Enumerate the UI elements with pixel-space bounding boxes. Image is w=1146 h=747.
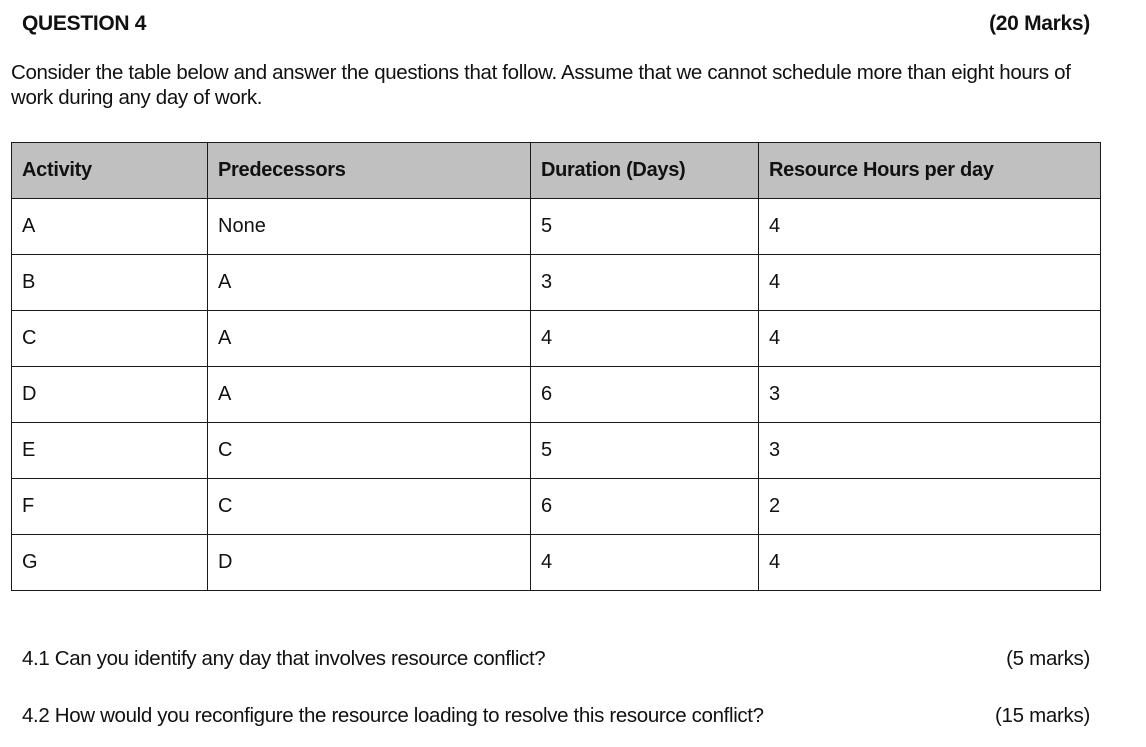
- cell-duration: 6: [531, 367, 759, 423]
- cell-resource-hours: 3: [759, 367, 1101, 423]
- subquestion-4-2: 4.2 How would you reconfigure the resource loading to resolve this resource conflict?: [22, 704, 764, 727]
- header-activity: Activity: [12, 143, 208, 199]
- cell-duration: 4: [531, 535, 759, 591]
- cell-activity: G: [12, 535, 208, 591]
- header-predecessors: Predecessors: [208, 143, 531, 199]
- table-row: [12, 311, 1101, 367]
- cell-predecessors: C: [208, 423, 531, 479]
- cell-resource-hours: 3: [759, 423, 1101, 479]
- cell-duration: 4: [531, 311, 759, 367]
- question-title: QUESTION 4: [22, 12, 147, 35]
- cell-predecessors: A: [208, 255, 531, 311]
- header-duration: Duration (Days): [531, 143, 759, 199]
- question-total-marks: (20 Marks): [989, 12, 1090, 35]
- cell-duration: 6: [531, 479, 759, 535]
- cell-predecessors: A: [208, 367, 531, 423]
- cell-activity: C: [12, 311, 208, 367]
- cell-duration: 3: [531, 255, 759, 311]
- header-resource-hours: Resource Hours per day: [759, 143, 1101, 199]
- question-intro: Consider the table below and answer the questions that follow. Assume that we cannot schedule more than eight hours of work during any day of work.: [11, 61, 1071, 109]
- cell-resource-hours: 2: [759, 479, 1101, 535]
- table-header-row: [12, 143, 1101, 199]
- table-row: [12, 255, 1101, 311]
- subquestion-4-1-marks: (5 marks): [1006, 647, 1090, 670]
- cell-resource-hours: 4: [759, 199, 1101, 255]
- table-row: [12, 423, 1101, 479]
- activity-table: [11, 142, 1101, 591]
- cell-predecessors: D: [208, 535, 531, 591]
- cell-predecessors: C: [208, 479, 531, 535]
- table-row: [12, 199, 1101, 255]
- table-row: [12, 535, 1101, 591]
- cell-predecessors: A: [208, 311, 531, 367]
- cell-duration: 5: [531, 423, 759, 479]
- cell-resource-hours: 4: [759, 535, 1101, 591]
- cell-activity: A: [12, 199, 208, 255]
- cell-activity: E: [12, 423, 208, 479]
- cell-resource-hours: 4: [759, 311, 1101, 367]
- cell-activity: B: [12, 255, 208, 311]
- cell-resource-hours: 4: [759, 255, 1101, 311]
- cell-predecessors: None: [208, 199, 531, 255]
- cell-activity: F: [12, 479, 208, 535]
- cell-activity: D: [12, 367, 208, 423]
- table-row: [12, 479, 1101, 535]
- table-row: [12, 367, 1101, 423]
- subquestion-4-1: 4.1 Can you identify any day that involves resource conflict?: [22, 647, 546, 670]
- cell-duration: 5: [531, 199, 759, 255]
- subquestion-4-2-marks: (15 marks): [995, 704, 1090, 727]
